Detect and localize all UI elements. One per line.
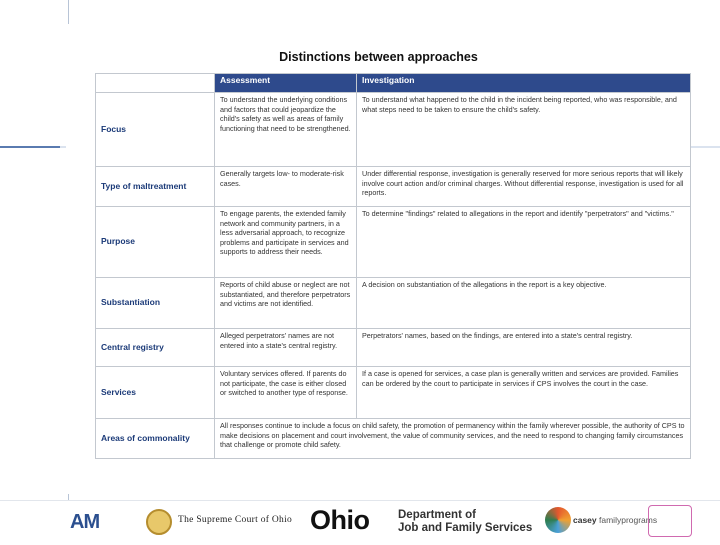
assessment-cell: To engage parents, the extended family network and community partners, in a less adversarial approach, to recognize problems and participate in services and supports to address their needs.: [215, 207, 357, 278]
ohio-logo: Ohio: [310, 505, 370, 535]
assessment-cell: To understand the underlying conditions and factors that could jeopardize the child's safety as well as areas of family functioning that need to be strengthened.: [215, 93, 357, 167]
comparison-table: [95, 73, 691, 459]
casey-family-programs-logo: [573, 515, 657, 545]
investigation-cell: To understand what happened to the child in the incident being reported, who was responsible, and what steps need to be taken to ensure the child's safety.: [357, 93, 691, 167]
commonality-cell: All responses continue to include a focus on child safety, the promotion of permanency within the family wherever possible, the authority of CPS to make decisions on placement and court involvement, the value of community services, and the need to respond to changing family circumstances that challenge or promote child safety.: [215, 419, 691, 459]
table-row-focus: [96, 93, 691, 167]
column-header-assessment: Assessment: [215, 74, 357, 93]
table-row-central-registry: [96, 329, 691, 367]
jfs-line-2: Job and Family Services: [398, 522, 533, 534]
assessment-cell: Generally targets low- to moderate-risk cases.: [215, 167, 357, 207]
table-row-purpose: [96, 207, 691, 278]
row-label: Type of maltreatment: [96, 167, 215, 207]
investigation-cell: To determine "findings" related to allegations in the report and identify "perpetrators" and "victims.": [357, 207, 691, 278]
casey-rest: familyprograms: [599, 515, 658, 525]
table-row-services: [96, 367, 691, 419]
casey-brand: casey: [573, 515, 597, 525]
supreme-court-logo-text: The Supreme Court of Ohio: [178, 515, 293, 525]
table-row-substantiation: [96, 278, 691, 329]
assessment-cell: Reports of child abuse or neglect are not substantiated, and therefore perpetrators and victims are not identified.: [215, 278, 357, 329]
partner-org-logo: [648, 505, 692, 537]
table-corner-cell: [96, 74, 215, 93]
casey-swirl-icon: [545, 507, 571, 533]
investigation-cell: Perpetrators' names, based on the findings, are entered into a state's central registry.: [357, 329, 691, 367]
am-logo: AM: [70, 511, 100, 533]
jfs-line-1: Department of: [398, 509, 476, 521]
column-header-investigation: Investigation: [357, 74, 691, 93]
partner-logo-footer: [0, 500, 720, 541]
table-row-type-of-maltreatment: [96, 167, 691, 207]
row-label: Areas of commonality: [96, 419, 215, 459]
investigation-cell: A decision on substantiation of the allegations in the report is a key objective.: [357, 278, 691, 329]
supreme-court-seal-icon: [146, 509, 172, 535]
table-row-areas-of-commonality: [96, 419, 691, 459]
row-label: Services: [96, 367, 215, 419]
investigation-cell: Under differential response, investigation is generally reserved for more serious reports that will likely involve court action and/or criminal charges. Without differential response, investigation is used for all reports.: [357, 167, 691, 207]
assessment-cell: Alleged perpetrators' names are not entered into a state's central registry.: [215, 329, 357, 367]
row-label: Substantiation: [96, 278, 215, 329]
row-label: Purpose: [96, 207, 215, 278]
assessment-cell: Voluntary services offered. If parents do not participate, the case is either closed or switched to another type of response.: [215, 367, 357, 419]
row-label: Focus: [96, 93, 215, 167]
row-label: Central registry: [96, 329, 215, 367]
slide-title: Distinctions between approaches: [279, 50, 478, 64]
slide-panel: [66, 24, 691, 494]
jfs-logo-text: [398, 509, 532, 539]
table-header-row: [96, 74, 691, 93]
investigation-cell: If a case is opened for services, a case plan is generally written and services are provided. Families can be ordered by the court to participate in services if CPS involves the court in the case.: [357, 367, 691, 419]
